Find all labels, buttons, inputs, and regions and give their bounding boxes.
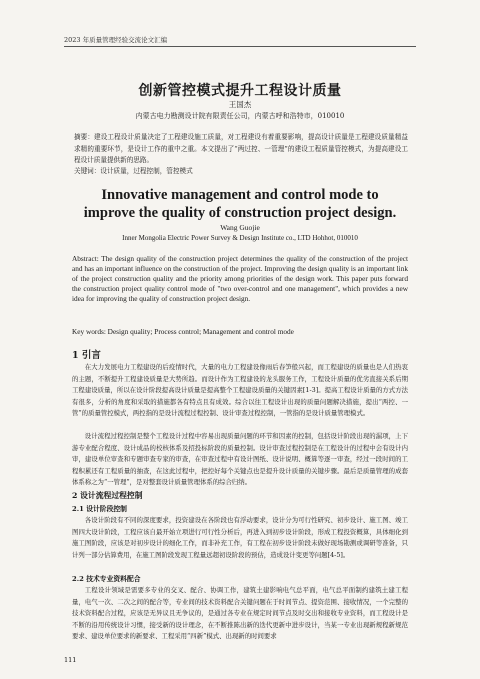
section-heading-introduction: 1 引言 xyxy=(72,350,101,361)
subsection-heading-technical-data: 2.2 技术专业资料配合 xyxy=(72,575,141,583)
chinese-affiliation: 内蒙古电力勘测设计院有限责任公司，内蒙古呼和浩特市，010010 xyxy=(135,112,345,120)
intro-paragraph-2: 设计流程过程控制是整个工程设计过程中容易出现质量问题的环节和因素的控制，包括设计阶段出现的漏项，上下游专业配合程度、设计成品的校核体系及招投标阶段的质量控制。设计审查过程控制是在工程设计的过程中会有设计内审，建设单位审查和专题审查专家的审查，在审查过程中有设计图纸、设计说明、概算等逐一审查，经过一段时间的工程积累还有工程质量的抽查，在这此过程中，把控好每个关键点也是提升设计质量的关键步骤。最后是质量管理的成套体系称之为“一管理”，是对整套设计质量管理体系的综合归纳。 xyxy=(72,432,408,486)
english-affiliation: Inner Mongolia Electric Power Survey & Design Institute co., LTD Hohhot, 010010 xyxy=(122,234,358,242)
page-number: 111 xyxy=(64,656,77,664)
english-abstract: Abstract: The design quality of the construction project determines the quality of the construction of the project and has an important influence on the construction of the project. Improving the design quality is an important link of the project construction quality and the priority among priorities of the design work. This paper puts forward the construction project quality control mode of "two over-control and one management", which provides a new idea for improving the quality of construction project design. xyxy=(72,254,408,303)
section-heading-process-control: 2 设计流程过程控制 xyxy=(72,491,143,500)
english-author: Wang Guojie xyxy=(220,223,260,232)
chinese-keywords: 关键词：设计质量，过程控制，管控模式 xyxy=(74,167,193,175)
chinese-abstract: 摘要：建设工程设计质量决定了工程建设施工质量，对工程建设有着重要影响，提高设计质量是工程建设质量精益求精的重要环节，是设计工作的重中之重。本文提出了“两过控、一管理”的建设工程质量管控模式，为提高建设工程设计质量提供新的思路。 xyxy=(74,133,408,164)
running-header: 2023 年质量管理经验交流论文汇编 xyxy=(64,36,168,44)
chinese-author: 王国杰 xyxy=(228,100,252,109)
chinese-title: 创新管控模式提升工程设计质量 xyxy=(138,83,342,99)
english-title: Innovative management and control mode to improve the quality of construction project design. xyxy=(83,187,397,221)
intro-paragraph-1: 在大力发展电力工程建设的后疫情时代，大量的电力工程建设像雨后春笋般兴起，而工程建设的质量也是人们热衷的主题，不断提升工程建设质量是大势所趋。而设计作为工程建设的龙头服务工作，工程设计质量的优劣直接关系后期工程建设质量，所以在设计阶段提高设计质量是提高整个工程建设质量的关键因素[1-3]。提高工程设计质量的方式方法有很多，分析的角度和采取的措施都各有特点且有成效。综合以往工程设计出现的质量问题解决措施，提出“两控、一管”的质量管控模式，两控指的是设计流程过程控制、设计审查过程控制，一管指的是设计质量管理模式。 xyxy=(72,363,408,417)
header-rule xyxy=(64,46,416,47)
english-keywords: Key words: Design quality; Process control; Management and control mode xyxy=(72,327,294,336)
technical-data-paragraph: 工程设计领域是需要多专业的交叉、配合、协调工作，建筑土建影响电气总平面，电气总平面制约建筑土建工程量，电气一次、二次之间的配合等，专业间的技术资料配合关键问题在于时间节点、提资范围、接收情况，一个完整的技术资料配合过程，应该是无异议且无争议的，是通过各专业在规定时间节点及时交出和接收专业资料，而工程设计是不断的沿用传统设计习惯，接受新的设计理念，在不断推陈出新的迭代更新中进步设计，当某一专业出现新规程新规范要求、建设单位要求的新要求、工程采用“四新”模式、出现新的时间要求 xyxy=(72,586,408,640)
design-stage-paragraph: 各设计阶段有不同的深度要求，投资建设在各阶段也有浮动要求，设计分为可行性研究、初步设计、施工图、竣工图四大设计阶段，工程应该自最开始立项进行可行性分析后，再进入到初步设计阶段，形成工程投资概算，具体细化到施工图阶段，应该是对初步设计的细化工作，而非补充工作，有工程在初步设计阶段未做好现场勘测或调研等准备，只计列一部分估算费用，在施工图阶段发现工程量远超初设阶段的预估，造成设计变更等问题[4-5]。 xyxy=(72,516,408,559)
subsection-heading-design-stage: 2.1 设计阶段控制 xyxy=(72,505,127,513)
